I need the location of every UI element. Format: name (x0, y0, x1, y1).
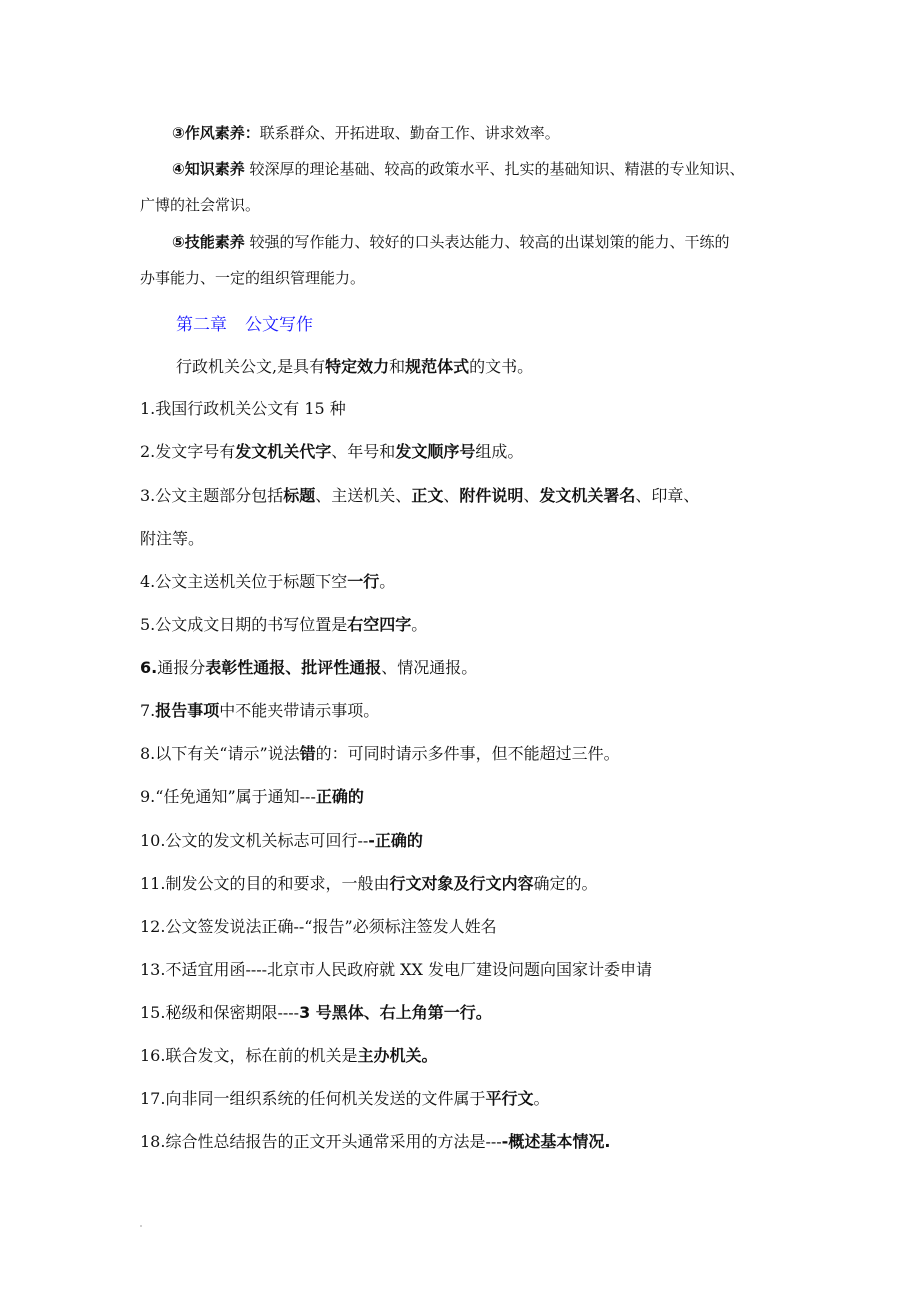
item-1-text: 1.我国行政机关公文有 15 种 (140, 399, 346, 418)
quality-text-5b: 办事能力、一定的组织管理能力。 (140, 269, 366, 287)
item-7-b: 报告事项 (155, 701, 220, 720)
item-3-d: 正文 (411, 486, 444, 505)
quality-label-5: ⑤技能素养 (172, 233, 245, 251)
item-3-j: 附注等。 (140, 529, 205, 548)
quality-text-4a: 较深厚的理论基础、较高的政策水平、扎实的基础知识、精湛的专业知识、 (244, 160, 745, 178)
item-16-a: 16.联合发文，标在前的机关是 (140, 1046, 358, 1065)
item-15-a: 15.秘级和保密期限---- (140, 1003, 300, 1022)
quality-text-3: 联系群众、开拓进取、勤奋工作、讲求效率。 (259, 124, 560, 142)
item-4 (140, 571, 395, 593)
item-6-a: 6. (140, 658, 158, 677)
item-8-b: 错 (299, 744, 316, 763)
intro-bold-d: 规范体式 (405, 357, 470, 376)
item-11-b: 行文对象及行文内容 (389, 874, 534, 893)
item-1 (140, 398, 346, 420)
item-3-h: 发文机关署名 (539, 486, 636, 505)
item-6-d: 、情况通报。 (381, 658, 478, 677)
quality-line-3 (172, 122, 560, 144)
item-6 (140, 657, 477, 679)
item-3-g: 、 (523, 486, 540, 505)
item-11-c: 确定的。 (533, 874, 598, 893)
page-mark (140, 1225, 142, 1227)
item-11-a: 11.制发公文的目的和要求，一般由 (140, 874, 390, 893)
item-17-a: 17.向非同一组织系统的任何机关发送的文件属于 (140, 1089, 486, 1108)
item-10-a: 10.公文的发文机关标志可回行-- (140, 831, 369, 850)
item-3-i: 、印章、 (635, 486, 700, 505)
intro-text-e: 的文书。 (469, 357, 534, 376)
quality-line-4-cont (140, 194, 260, 216)
item-5-b: 右空四字 (347, 615, 412, 634)
quality-label-4: ④知识素养 (172, 160, 245, 178)
chapter-number: 第二章 (176, 315, 227, 335)
intro-text-a: 行政机关公文,是具有 (176, 357, 326, 376)
item-4-c: 。 (379, 572, 396, 591)
item-5-a: 5.公文成文日期的书写位置是 (140, 615, 348, 634)
item-2-e: 组成。 (475, 442, 524, 461)
item-18-b: -概述基本情况. (501, 1132, 611, 1151)
quality-line-4 (172, 158, 744, 180)
chapter-title: 公文写作 (245, 315, 313, 335)
item-6-c: 表彰性通报、批评性通报 (205, 658, 382, 677)
item-16-b: 主办机关。 (357, 1046, 438, 1065)
item-13 (140, 959, 652, 981)
item-3-f: 附件说明 (459, 486, 524, 505)
item-7-c: 中不能夹带请示事项。 (219, 701, 380, 720)
intro-text-c: 和 (389, 357, 406, 376)
item-9 (140, 786, 364, 808)
item-4-a: 4.公文主送机关位于标题下空 (140, 572, 348, 591)
item-18-a: 18.综合性总结报告的正文开头通常采用的方法是--- (140, 1132, 502, 1151)
item-3 (140, 485, 699, 507)
item-9-a: 9.“任免通知”属于通知--- (140, 787, 316, 806)
item-8-a: 8.以下有关“请示”说法 (140, 744, 300, 763)
item-2-b: 发文机关代字 (235, 442, 332, 461)
item-4-b: 一行 (347, 572, 380, 591)
quality-label-3: ③作风素养 (172, 124, 245, 142)
item-12 (140, 916, 497, 938)
item-12-text: 12.公文签发说法正确--“报告”必须标注签发人姓名 (140, 917, 497, 936)
item-7 (140, 700, 379, 722)
item-3-e: 、 (443, 486, 460, 505)
chapter-heading (176, 314, 313, 336)
quality-line-5-cont (140, 267, 365, 289)
item-18 (140, 1131, 610, 1153)
item-5 (140, 614, 427, 636)
item-17-b: 平行文 (485, 1089, 534, 1108)
item-2-a: 2.发文字号有 (140, 442, 236, 461)
item-2-d: 发文顺序号 (395, 442, 476, 461)
item-15 (140, 1002, 492, 1024)
item-8 (140, 743, 620, 765)
item-3-a: 3.公文主题部分包括 (140, 486, 284, 505)
item-16 (140, 1045, 437, 1067)
item-7-a: 7. (140, 701, 156, 720)
item-15-b: 3 号黑体、右上角第一行。 (299, 1003, 492, 1022)
item-3-c: 、主送机关、 (315, 486, 412, 505)
item-6-b: 通报分 (157, 658, 206, 677)
item-3-b: 标题 (283, 486, 316, 505)
intro-line (176, 356, 533, 378)
item-5-c: 。 (411, 615, 428, 634)
intro-bold-b: 特定效力 (325, 357, 390, 376)
quality-sep-3: ： (244, 124, 260, 142)
item-2 (140, 441, 523, 463)
item-2-c: 、年号和 (331, 442, 396, 461)
item-17 (140, 1088, 549, 1110)
item-3-cont (140, 528, 204, 550)
quality-text-4b: 广博的社会常识。 (140, 196, 261, 214)
item-10-b: -正确的 (368, 831, 423, 850)
quality-line-5 (172, 231, 729, 253)
quality-text-5a: 较强的写作能力、较好的口头表达能力、较高的出谋划策的能力、干练的 (244, 233, 730, 251)
item-10 (140, 830, 423, 852)
item-17-c: 。 (533, 1089, 550, 1108)
item-11 (140, 873, 597, 895)
item-8-c: 的：可同时请示多件事，但不能超过三件。 (315, 744, 620, 763)
item-13-text: 13.不适宜用函----北京市人民政府就 XX 发电厂建设问题向国家计委申请 (140, 960, 653, 979)
item-9-b: 正确的 (315, 787, 364, 806)
